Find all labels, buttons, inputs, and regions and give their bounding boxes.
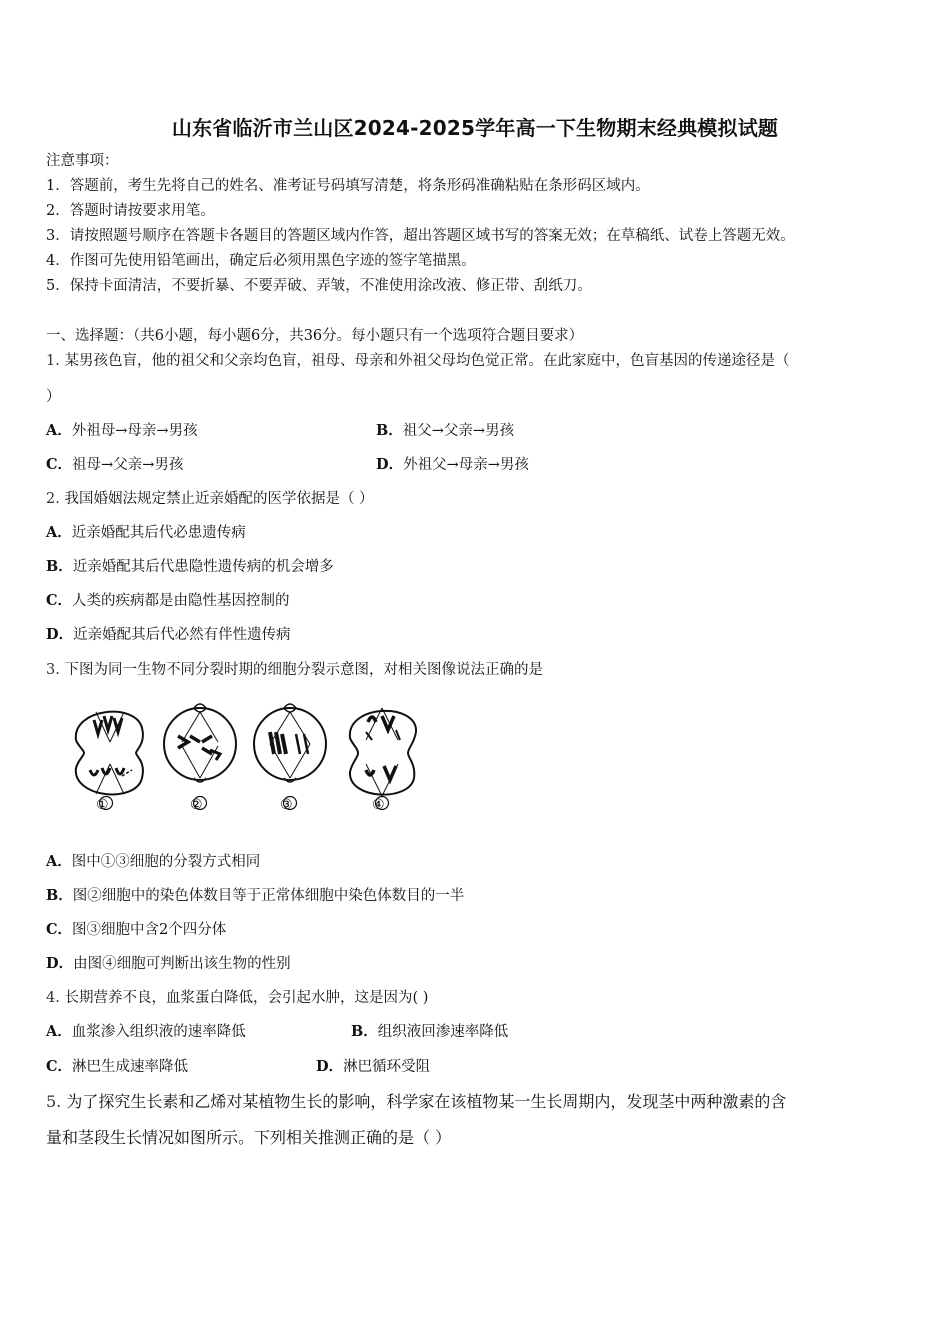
cell-4-diagram bbox=[350, 708, 416, 796]
question-number: 2. bbox=[46, 491, 60, 507]
question-2-stem bbox=[46, 489, 374, 509]
q2-option-c[interactable] bbox=[46, 591, 290, 611]
cell-3-diagram bbox=[254, 704, 326, 782]
q4-option-c[interactable] bbox=[46, 1057, 188, 1077]
option-label: D． bbox=[46, 955, 74, 972]
q4-option-d[interactable] bbox=[316, 1057, 430, 1077]
page-title: 山东省临沂市兰山区2024-2025学年高一下生物期末经典模拟试题 bbox=[171, 116, 779, 140]
cell-1-diagram bbox=[76, 712, 143, 795]
option-label: D． bbox=[316, 1058, 344, 1075]
figure-label-4: ④ bbox=[372, 797, 385, 813]
option-text: 血浆渗入组织液的速率降低 bbox=[71, 1024, 246, 1040]
notice-item-3: 3．请按照题号顺序在答题卡各题目的答题区域内作答，超出答题区域书写的答案无效；在草稿纸、试卷上答题无效。 bbox=[46, 228, 795, 244]
q3-option-c[interactable] bbox=[46, 920, 226, 940]
question-number: 3. bbox=[46, 662, 60, 678]
q1-option-c[interactable] bbox=[46, 455, 183, 475]
q1-option-b[interactable] bbox=[376, 421, 514, 441]
question-number: 5. bbox=[46, 1092, 62, 1111]
option-text: 近亲婚配其后代必患遗传病 bbox=[71, 525, 246, 541]
figure-label-3: ③ bbox=[280, 797, 293, 813]
option-text: 外祖父→母亲→男孩 bbox=[403, 457, 529, 473]
option-label: B． bbox=[46, 887, 73, 904]
cell-2-diagram bbox=[164, 704, 236, 782]
q1-option-a[interactable] bbox=[46, 421, 198, 441]
q1-option-d[interactable] bbox=[376, 455, 529, 475]
option-text: 图②细胞中的染色体数目等于正常体细胞中染色体数目的一半 bbox=[72, 888, 465, 904]
question-text: 某男孩色盲，他的祖父和父亲均色盲，祖母、母亲和外祖父母均色觉正常。在此家庭中，色盲基因的传递途径是（ bbox=[64, 353, 790, 369]
option-text: 祖父→父亲→男孩 bbox=[402, 423, 515, 439]
question-1-stem-end: ） bbox=[46, 389, 61, 405]
question-text: 下图为同一生物不同分裂时期的细胞分裂示意图，对相关图像说法正确的是 bbox=[64, 662, 543, 678]
option-label: C． bbox=[46, 1058, 73, 1075]
option-label: D． bbox=[46, 626, 74, 643]
option-text: 图③细胞中含2个四分体 bbox=[72, 922, 227, 938]
q2-option-a[interactable] bbox=[46, 523, 246, 543]
q3-option-a[interactable] bbox=[46, 852, 260, 872]
q2-option-b[interactable] bbox=[46, 557, 334, 577]
option-label: A． bbox=[46, 1023, 72, 1040]
figure-label-1: ① bbox=[96, 797, 109, 813]
option-label: B． bbox=[351, 1023, 378, 1040]
section-heading: 一、选择题：（共6小题，每小题6分，共36分。每小题只有一个选项符合题目要求） bbox=[46, 328, 584, 344]
figure-label-2: ② bbox=[190, 797, 203, 813]
option-label: A． bbox=[46, 524, 72, 541]
option-label: C． bbox=[46, 456, 73, 473]
option-label: D． bbox=[376, 456, 404, 473]
q3-option-d[interactable] bbox=[46, 954, 291, 974]
question-text: 为了探究生长素和乙烯对某植物生长的影响，科学家在该植物某一生长周期内，发现茎中两种激素的含 bbox=[66, 1092, 787, 1111]
q2-option-d[interactable] bbox=[46, 625, 291, 645]
question-1-stem bbox=[46, 351, 789, 371]
option-text: 祖母→父亲→男孩 bbox=[72, 457, 184, 473]
q3-option-b[interactable] bbox=[46, 886, 464, 906]
question-text: 长期营养不良，血浆蛋白降低，会引起水肿，这是因为( ) bbox=[64, 990, 429, 1006]
option-label: A． bbox=[46, 422, 72, 439]
option-text: 由图④细胞可判断出该生物的性别 bbox=[73, 956, 291, 972]
question-number: 1. bbox=[46, 353, 60, 369]
notice-heading: 注意事项： bbox=[46, 153, 119, 169]
notice-item-4: 4．作图可先使用铅笔画出，确定后必须用黑色字迹的签字笔描黑。 bbox=[46, 253, 476, 269]
option-label: A． bbox=[46, 853, 72, 870]
question-text: 我国婚姻法规定禁止近亲婚配的医学依据是（ ） bbox=[64, 491, 374, 507]
q4-option-a[interactable] bbox=[46, 1022, 246, 1042]
question-4-stem bbox=[46, 988, 428, 1008]
option-label: B． bbox=[376, 422, 403, 439]
question-5-stem bbox=[46, 1092, 786, 1112]
option-text: 淋巴生成速率降低 bbox=[72, 1059, 189, 1075]
option-text: 外祖母→母亲→男孩 bbox=[71, 423, 198, 439]
option-text: 人类的疾病都是由隐性基因控制的 bbox=[72, 593, 290, 609]
option-text: 图中①③细胞的分裂方式相同 bbox=[71, 854, 261, 870]
notice-item-1: 1．答题前，考生先将自己的姓名、准考证号码填写清楚，将条形码准确粘贴在条形码区域内。 bbox=[46, 178, 650, 194]
notice-item-5: 5．保持卡面清洁，不要折暴、不要弄破、弄皱，不准使用涂改液、修正带、刮纸刀。 bbox=[46, 278, 592, 294]
option-text: 淋巴循环受阻 bbox=[343, 1059, 431, 1075]
option-text: 组织液回渗速率降低 bbox=[377, 1024, 509, 1040]
question-number: 4. bbox=[46, 990, 60, 1006]
question-5-stem-line2: 量和茎段生长情况如图所示。下列相关推测正确的是（ ） bbox=[46, 1128, 452, 1147]
option-label: B． bbox=[46, 558, 73, 575]
option-label: C． bbox=[46, 921, 73, 938]
q4-option-b[interactable] bbox=[351, 1022, 508, 1042]
question-3-stem bbox=[46, 660, 543, 680]
option-text: 近亲婚配其后代必然有伴性遗传病 bbox=[73, 627, 291, 643]
option-text: 近亲婚配其后代患隐性遗传病的机会增多 bbox=[72, 559, 334, 575]
option-label: C． bbox=[46, 592, 73, 609]
notice-item-2: 2．答题时请按要求用笔。 bbox=[46, 203, 215, 219]
